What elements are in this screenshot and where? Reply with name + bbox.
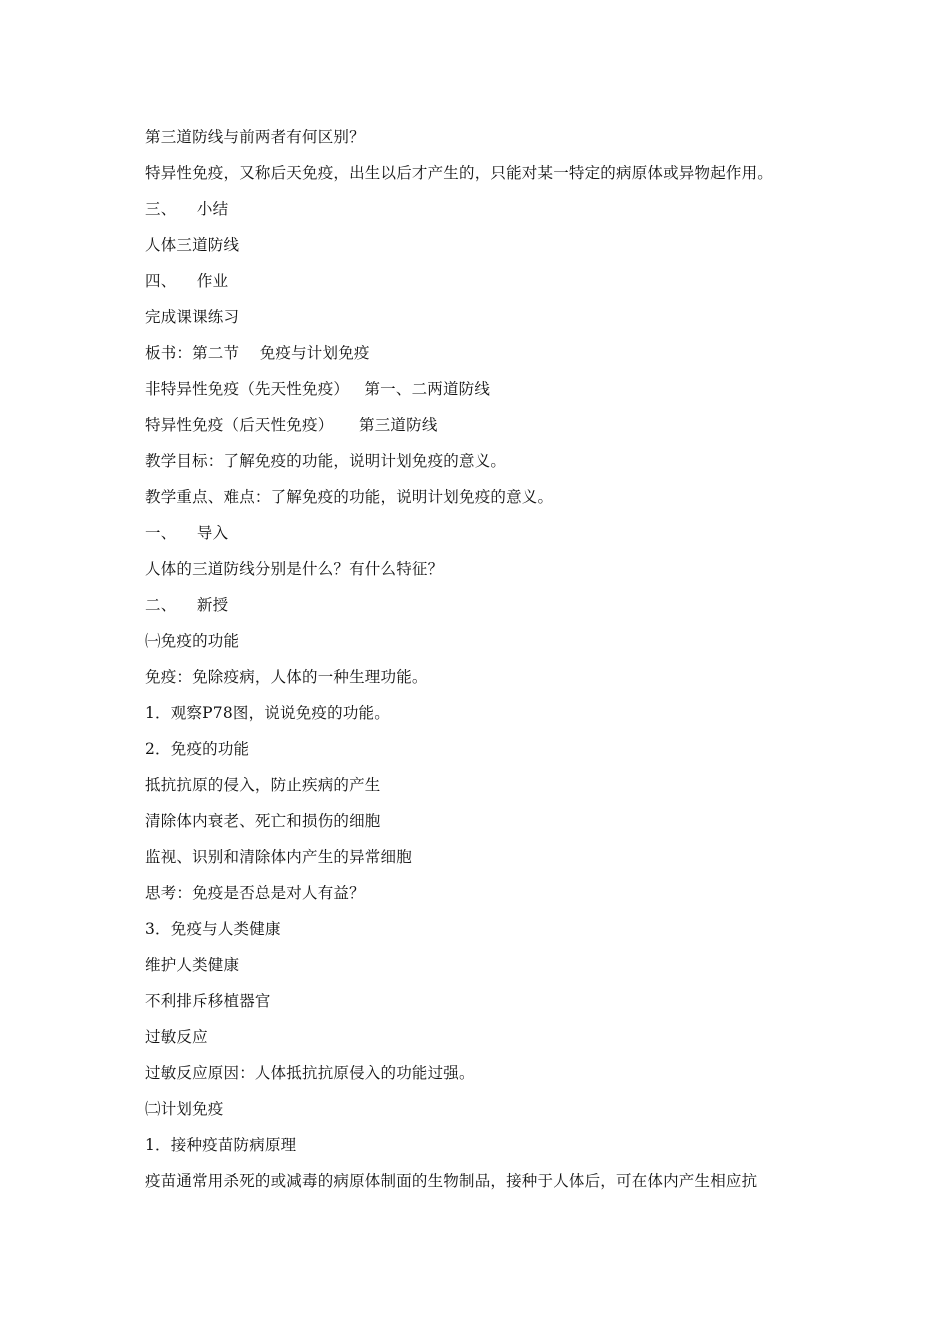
section-heading: 一、 导入 [145,524,229,542]
text-line: 非特异性免疫（先天性免疫） 第一、二两道防线 [145,380,491,398]
document-body [145,124,825,1204]
text-line: 清除体内衰老、死亡和损伤的细胞 [145,812,381,830]
text-line: 教学目标：了解免疫的功能，说明计划免疫的意义。 [145,452,507,470]
text-line: 2．免疫的功能 [145,740,250,758]
text-line: 特异性免疫（后天性免疫） 第三道防线 [145,416,438,434]
section-heading: 四、 作业 [145,272,229,290]
text-line: 思考：免疫是否总是对人有益？ [145,884,365,902]
subsection-heading: ㈠免疫的功能 [145,632,240,650]
text-line: 疫苗通常用杀死的或减毒的病原体制面的生物制品，接种于人体后，可在体内产生相应抗 [145,1172,758,1190]
text-line: 不利排斥移植器官 [145,992,271,1010]
text-line: 教学重点、难点：了解免疫的功能，说明计划免疫的意义。 [145,488,554,506]
text-line: 抵抗抗原的侵入，防止疾病的产生 [145,776,381,794]
text-line: 人体三道防线 [145,236,240,254]
section-heading: 二、 新授 [145,596,229,614]
text-line: 过敏反应 [145,1028,208,1046]
text-line: 人体的三道防线分别是什么？有什么特征？ [145,560,444,578]
subsection-heading: ㈡计划免疫 [145,1100,224,1118]
text-line: 监视、识别和清除体内产生的异常细胞 [145,848,412,866]
text-line: 过敏反应原因：人体抵抗抗原侵入的功能过强。 [145,1064,475,1082]
text-line: 3．免疫与人类健康 [145,920,281,938]
text-line: 维护人类健康 [145,956,240,974]
text-line: 1．接种疫苗防病原理 [145,1136,297,1154]
text-line: 特异性免疫，又称后天免疫，出生以后才产生的，只能对某一特定的病原体或异物起作用。 [145,164,774,182]
text-line: 免疫：免除疫病，人体的一种生理功能。 [145,668,428,686]
text-line: 完成课课练习 [145,308,240,326]
text-line: 板书：第二节 免疫与计划免疫 [145,344,370,362]
section-heading: 三、 小结 [145,200,229,218]
text-line: 第三道防线与前两者有何区别？ [145,128,365,146]
text-line: 1．观察P78图，说说免疫的功能。 [145,704,390,722]
